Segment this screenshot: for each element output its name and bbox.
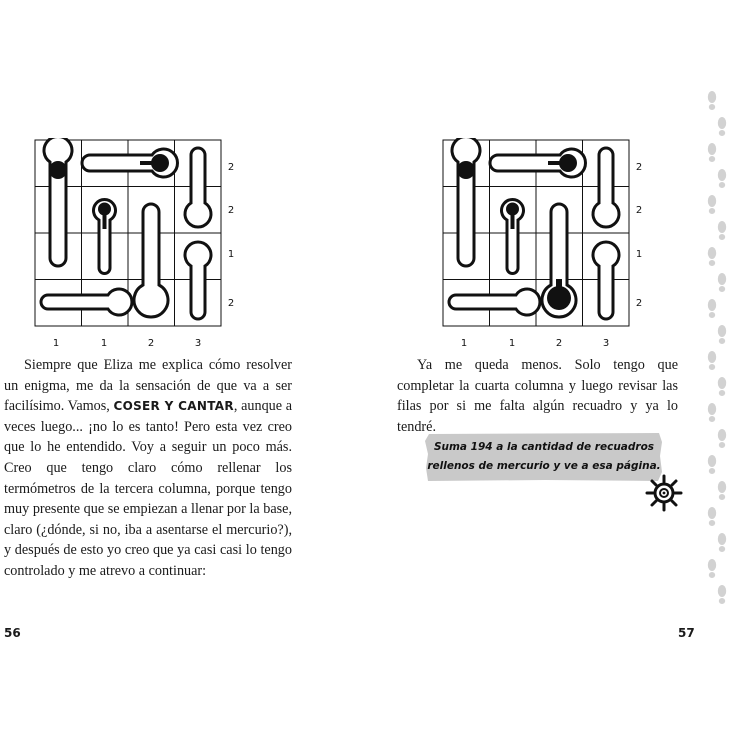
right-thermometer-puzzle (434, 138, 664, 350)
right-row-clue-4: 2 (635, 298, 643, 309)
right-row-clue-2: 2 (635, 205, 643, 216)
right-thermometer-3 (502, 199, 524, 273)
right-thermometer-4 (542, 204, 576, 317)
right-page-number: 57 (678, 626, 695, 640)
left-paragraph-part-2: , aunque a veces luego... ¡no lo es tanto! Pero esta vez creo que lo he entendido. Voy a seguir un poco más. Creo que tengo claro cómo rellenar los termómetros de la tercera columna, porque tengo muy presente que se empiezan a llenar por la base, claro (¿dónde, si no, iba a asentarse el mercurio?), y después de esto yo creo que ya casi casi lo tengo controlado y me atrevo a continuar: (4, 398, 292, 579)
left-thermometer-1 (44, 138, 72, 266)
code-words: COSER Y CANTAR (113, 399, 234, 414)
right-thermometer-7 (449, 289, 540, 315)
right-column-clues (461, 338, 609, 349)
hint-line-1: Suma 194 a la cantidad de recuadros (433, 441, 655, 453)
right-col-clue-4: 3 (602, 338, 610, 349)
left-col-clue-2: 1 (100, 338, 108, 349)
left-thermometer-4 (134, 204, 168, 317)
hint-box (425, 432, 663, 482)
left-row-clue-3: 1 (227, 249, 235, 260)
left-thermometer-3 (94, 199, 116, 273)
right-puzzle-svg (434, 138, 664, 350)
right-thermometer-1 (452, 138, 480, 266)
right-col-clue-2: 1 (508, 338, 516, 349)
footprint-trail (708, 91, 726, 604)
left-col-clue-4: 3 (194, 338, 202, 349)
sun-wheel-icon (645, 474, 683, 516)
right-row-clue-1: 2 (635, 162, 643, 173)
hint-line-2: rellenos de mercurio y ve a esa página. (427, 460, 661, 472)
left-page-text (4, 355, 292, 582)
left-puzzle-svg (26, 138, 256, 350)
right-page-text (397, 355, 678, 437)
left-row-clue-4: 2 (227, 298, 235, 309)
right-row-clue-3: 1 (635, 249, 643, 260)
right-paragraph: Ya me queda menos. Solo tengo que completar la cuarta columna y luego revisar las filas por si me falta algún recuadro y ya lo tendré. (397, 357, 678, 435)
left-row-clue-1: 2 (227, 162, 235, 173)
left-row-clues (228, 162, 234, 309)
right-row-clues (636, 162, 642, 309)
left-page-number: 56 (4, 626, 21, 640)
left-thermometer-5 (185, 148, 211, 227)
right-thermometer-2 (490, 149, 585, 177)
left-thermometers (41, 138, 211, 319)
left-column-clues (53, 338, 201, 349)
right-col-clue-1: 1 (460, 338, 468, 349)
hint-text (425, 438, 663, 476)
left-thermometer-6 (185, 242, 211, 319)
left-paragraph-part-1: Siempre que Eliza me explica cómo resolver un enigma, me da la sensación de que va a ser facilísimo. Vamos, (4, 357, 292, 415)
left-thermometer-7 (41, 289, 132, 315)
left-col-clue-3: 2 (147, 338, 155, 349)
footprints-icon (706, 88, 730, 622)
right-thermometers (449, 138, 619, 319)
left-col-clue-1: 1 (52, 338, 60, 349)
left-row-clue-2: 2 (227, 205, 235, 216)
right-thermometer-6 (593, 242, 619, 319)
left-thermometer-puzzle (26, 138, 256, 350)
right-col-clue-3: 2 (555, 338, 563, 349)
right-thermometer-5 (593, 148, 619, 227)
left-paragraph (4, 355, 292, 582)
left-thermometer-2 (82, 149, 177, 177)
